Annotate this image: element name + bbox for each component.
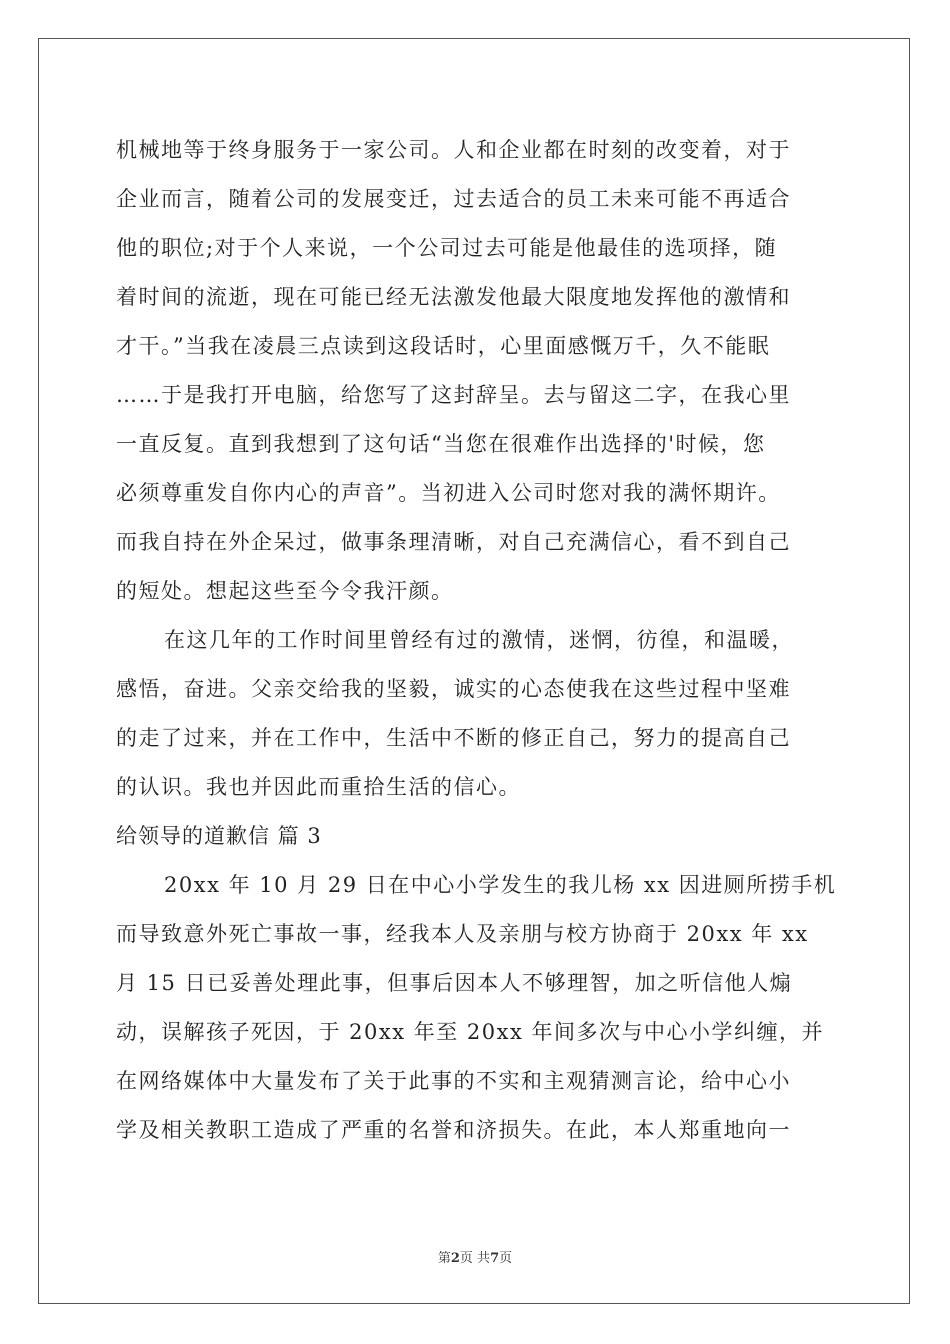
text-line: 感悟，奋进。父亲交给我的坚毅，诚实的心态使我在这些过程中坚难 [116,677,791,701]
text-line: 着时间的流逝，现在可能已经无法激发他最大限度地发挥他的激情和 [116,285,791,309]
text-line: 他的职位;对于个人来说，一个公司过去可能是他最佳的选项择，随 [116,236,778,260]
text-line: 的短处。想起这些至今令我汗颜。 [116,579,454,603]
footer-mid: 页 共 [459,1251,491,1266]
current-page-number: 2 [450,1251,460,1266]
paragraph-3 [116,861,836,1155]
text-line: 的走了过来，并在工作中，生活中不断的修正自己，努力的提高自己 [116,726,791,750]
text-line: 动，误解孩子死因，于 20xx 年至 20xx 年间多次与中心小学纠缠，并 [116,1020,825,1044]
page-footer [0,1247,950,1266]
text-line: 一直反复。直到我想到了这句话“当您在很难作出选择的'时候，您 [116,432,766,456]
text-line: ……于是我打开电脑，给您写了这封辞呈。去与留这二字，在我心里 [116,383,791,407]
section-heading: 给领导的道歉信 篇 3 [116,824,322,848]
text-line: 的认识。我也并因此而重拾生活的信心。 [116,775,521,799]
text-line: 企业而言，随着公司的发展变迁，过去适合的员工未来可能不再适合 [116,187,791,211]
text-line: 才干。”当我在凌晨三点读到这段话时，心里面感慨万千，久不能眠 [116,334,771,358]
document-body [116,126,836,1155]
text-line: 月 15 日已妥善处理此事，但事后因本人不够理智，加之听信他人煽 [116,971,793,995]
text-line: 在这几年的工作时间里曾经有过的激情，迷惘，彷徨，和温暖， [164,628,794,652]
text-line: 在网络媒体中大量发布了关于此事的不实和主观猜测言论，给中心小 [116,1069,791,1093]
text-line: 必须尊重发自你内心的声音”。当初进入公司时您对我的满怀期许。 [116,481,781,505]
paragraph-2 [116,616,836,812]
text-line: 学及相关教职工造成了严重的名誉和济损失。在此，本人郑重地向一 [116,1118,791,1142]
text-line: 20xx 年 10 月 29 日在中心小学发生的我儿杨 xx 因进厕所捞手机 [164,873,837,897]
text-line: 而我自持在外企呆过，做事条理清晰，对自己充满信心，看不到自己 [116,530,791,554]
footer-prefix: 第 [437,1251,451,1266]
total-pages-number: 7 [490,1251,500,1266]
footer-suffix: 页 [499,1251,513,1266]
text-line: 机械地等于终身服务于一家公司。人和企业都在时刻的改变着，对于 [116,138,791,162]
paragraph-1 [116,126,836,616]
text-line: 而导致意外死亡事故一事，经我本人及亲朋与校方协商于 20xx 年 xx [116,922,809,946]
